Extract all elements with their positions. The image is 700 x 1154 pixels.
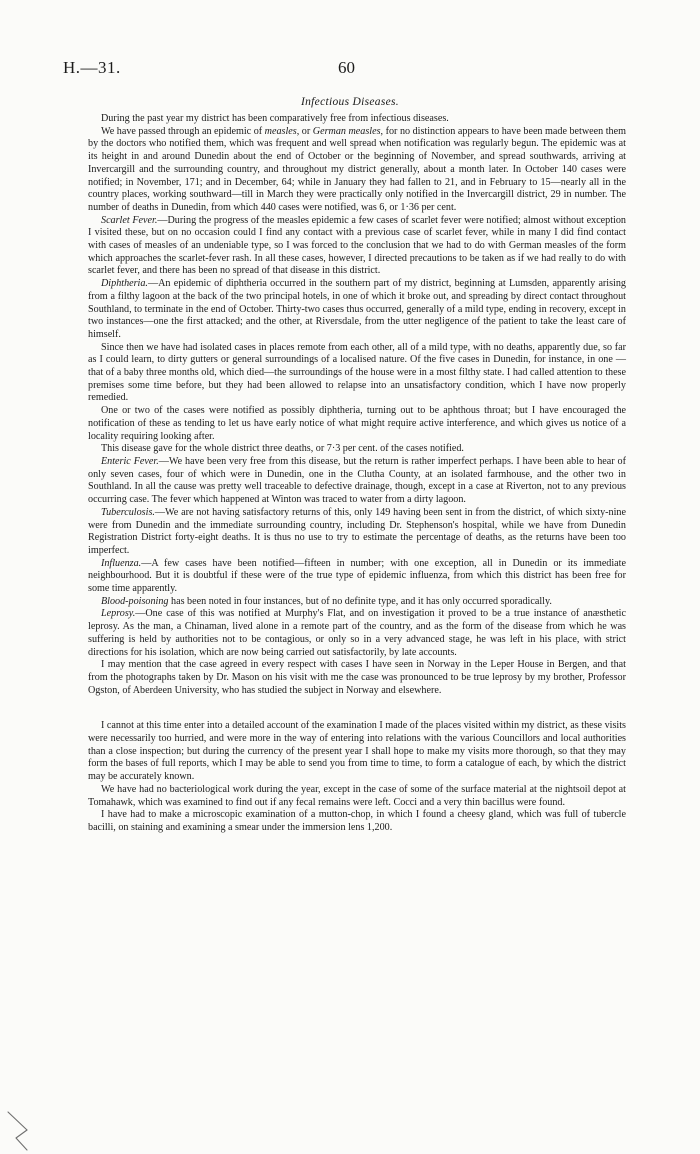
paragraph-diphtheria [88,278,626,342]
measles-term: measles [264,125,297,137]
paragraph-inspections: I cannot at this time enter into a detailed account of the examination I made of the places visited within my district, as these visits were necessarily too hurried, and were more in the way of entering into relations with the various Councillors and local authorities than a close inspection; but during the currency of the present year I shall hope to make my visits more thorough, so that they may form the bases of full reports, which I may be able to send you from time to time, to form a catalogue of each, by which the district may be accurately known. [88,720,626,783]
leprosy-heading: Leprosy. [101,608,136,620]
blood-poisoning-heading: Blood-poisoning [101,595,169,607]
paragraph-leprosy [88,608,626,659]
leprosy-text: —One case of this was notified at Murphy's Flat, and on investigation it proved to be a true instance of anæsthetic leprosy. As the man, a Chinaman, lived alone in a remote part of the country, and as the form of the disease from which he was suffering is held by authorities not to be contagious, or only so in a very advanced stage, he was left in his place, with strict directions for his isolation, which are now being carried out satisfactorily, by late accounts. [88,608,626,658]
report-reference: H.—31. [63,58,121,77]
paragraph-intro: During the past year my district has been comparatively free from infectious diseases. [101,113,449,124]
diphtheria-text: —An epidemic of diphtheria occurred in the southern part of my district, beginning at Lumsden, apparently arising from a filthy lagoon at the back of the two principal hotels, in one of which it broke out, and spreading by direct contact throughout Southland, to terminate in the end of October. Thirty-two cases thus occurred, generally of a mild type, ending in recovery, except in two instances—one the first attacked; and the other, at Riversdale, from the utter negligence of the patient to take the least care of himself. [88,278,626,340]
paragraph-diphtheria-deaths: This disease gave for the whole district three deaths, or 7·3 per cent. of the cases notified. [101,443,464,455]
scarlet-fever-text: —During the progress of the measles epidemic a few cases of scarlet fever were notified; almost without exception I visited these, but on no occasion could I find any contact with a previous case of scarlet fever, while in many I did find contact with cases of measles of an undeniable type, so I was forced to the conclusion that we had to do with German measles of the form which approaches the scarlet-fever rash. In all these cases, however, I directed precautions to be taken as if we had really to do with scarlet fever, and there has been no spread of that disease in this district. [88,214,626,277]
measles-body: , for no distinction appears to have been made between them by the doctors who notified them, which was frequent and well spread when notification was regularly begun. The epidemic was at its height in and around Dunedin about the end of October or the beginning of November, and spread southwards, arriving at Invercargill and the surrounding country, and throughout my district generally, about a month later. In October 140 cases were notified; in November, 171; and in December, 64; while in January they had fallen to 21, and in February to 15—nearly all in the country places, working southward—till in March they were practically only notified in the Invercargill district, 29 in number. The number of deaths in Dunedin, from which 440 cases were notified, was 6, or 1·36 per cent. [88,125,626,213]
tuberculosis-text: —We are not having satisfactory returns of this, only 149 having been sent in from the district, of which sixty-nine were from Dunedin and the immediate surrounding country, including Dr. Stephenson's hospital, while we have from Dunedin Registration District forty-eight deaths. It is thus no use to try to estimate the percentage of deaths, as the returns have been too imperfect. [88,506,626,556]
paragraph-aphthous-throat: One or two of the cases were notified as possibly diphtheria, turning out to be aphthous throat; but I have encouraged the notification of these as tending to let us have early notice of what might require active interference, and which gives us notice of a locality requiring looking after. [88,405,626,442]
enteric-fever-text: —We have been very free from this disease, but the return is rather imperfect perhaps. I have been able to hear of only seven cases, four of which were in Dunedin, one in the Clutha County, at an isolated farmhouse, and the other two in Southland. In all the cause was pretty well traceable to defective drainage, though, except in a case at Riverton, not to any previous occurring case. The fever which happened at Winton was traced to water from a dirty lagoon. [88,455,626,506]
paragraph-scarlet-fever [88,215,626,279]
tuberculosis-heading: Tuberculosis. [101,506,155,518]
paragraph-tuberculosis [88,507,626,558]
pencil-check-icon [6,1110,32,1152]
paragraph-enteric-fever [88,456,626,507]
paragraph-isolated-cases: Since then we have had isolated cases in places remote from each other, all of a mild type, with no deaths, apparently due, so far as I could learn, to dirty gutters or general surroundings of a localised nature. Of the five cases in Dunedin, for instance, in one — that of a baby three months old, which died—the surroundings of the house were in a most filthy state. I had called attention to these premises some time before, but they had been allowed to relapse into an unsatisfactory condition, which I have now properly remedied. [88,341,626,404]
page-number: 60 [338,58,355,77]
influenza-text: —A few cases have been notified—fifteen in number; with one exception, all in Dunedin or its immediate neighbourhood. But it is doubtful if these were of the true type of epidemic influenza, from which this district has been free for some time apparently. [88,557,626,595]
paragraph-blood-poisoning [88,596,626,609]
section-title: Infectious Diseases. [301,96,399,108]
diphtheria-heading: Diphtheria. [101,278,148,290]
paragraph-leprosy-norway: I may mention that the case agreed in every respect with cases I have seen in Norway in the Leper House in Bergen, and that from the photographs taken by Dr. Mason on his visit with me the case was pronounced to be true leprosy by my brother, Professor Ogston, of Aberdeen University, who has studied the subject in Norway and elsewhere. [88,659,626,696]
report-body [88,113,626,835]
blood-poisoning-text: has been noted in four instances, but of no definite type, and it has only occurred sporadically. [168,595,552,607]
paragraph-influenza [88,558,626,596]
paragraph-bacteriology: We have had no bacteriological work during the year, except in the case of some of the surface material at the nightsoil depot at Tomahawk, which was examined to find out if any fecal remains were left. Cocci and a very thin bacillus were found. [88,783,626,808]
scarlet-fever-heading: Scarlet Fever. [101,214,158,226]
measles-or: , or [296,125,313,137]
measles-lead: We have passed through an epidemic of [101,125,265,137]
influenza-heading: Influenza. [101,557,142,569]
paragraph-measles [88,126,626,215]
german-measles-term: German measles [312,125,381,137]
section-gap [88,697,626,720]
enteric-fever-heading: Enteric Fever. [101,455,159,467]
paragraph-mutton-chop: I have had to make a microscopic examination of a mutton-chop, in which I found a cheesy gland, which was full of tubercle bacilli, on staining and examining a smear under the immersion lens 1,200. [88,809,626,833]
